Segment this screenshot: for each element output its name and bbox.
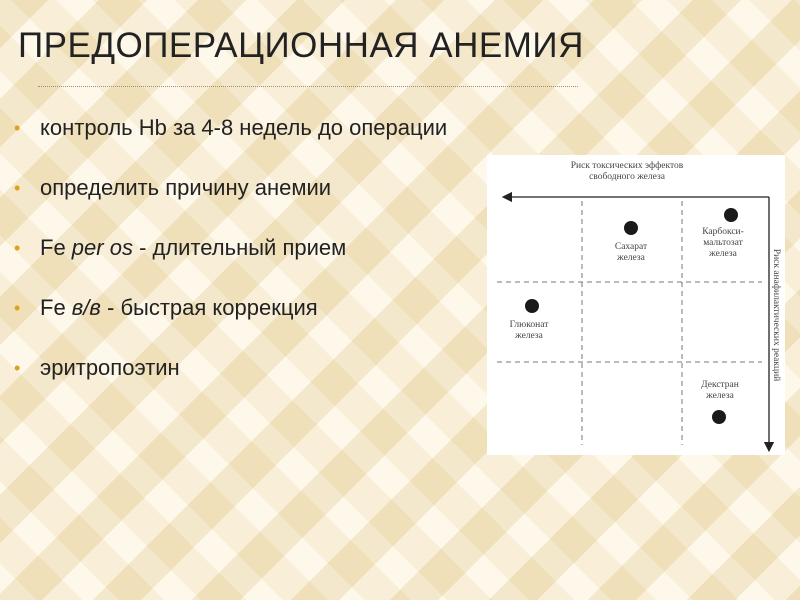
bullet-text: - длительный прием (132, 235, 347, 260)
bullet-text: - быстрая коррекция (100, 295, 318, 320)
y-axis-label: Риск анафилактических реакций (771, 248, 781, 382)
bullet-list (14, 98, 447, 398)
data-point-iron-dextran (712, 410, 726, 424)
bullet-item (14, 218, 447, 278)
bullet-item (14, 98, 447, 158)
bullet-dot-icon: • (14, 177, 21, 198)
data-point-iron-gluconate (525, 299, 539, 313)
point-label: Декстран (701, 380, 739, 390)
point-label: Глюконат (509, 320, 549, 330)
bullet-dot-icon: • (14, 357, 21, 378)
data-point-iron-carboxymaltose (724, 208, 738, 222)
title-divider (38, 86, 578, 87)
bullet-item (14, 338, 447, 398)
point-label: железа (709, 249, 737, 259)
bullet-text: контроль Hb за 4-8 недель до операции (40, 115, 448, 140)
point-label: Карбокси- (702, 227, 744, 237)
bullet-item (14, 278, 447, 338)
x-axis-label-line1: Риск токсических эффектов (570, 161, 684, 171)
bullet-dot-icon: • (14, 297, 21, 318)
bullet-item (14, 158, 447, 218)
point-label: мальтозат (703, 238, 743, 248)
diagram-svg (487, 155, 785, 455)
bullet-dot-icon: • (14, 237, 21, 258)
bullet-text-italic: per os (71, 235, 133, 260)
point-label: железа (706, 391, 734, 401)
bullet-dot-icon: • (14, 117, 21, 138)
point-label: железа (617, 253, 645, 263)
bullet-text: эритропоэтин (40, 355, 180, 380)
bullet-text: определить причину анемии (40, 175, 332, 200)
iron-risk-diagram (487, 155, 785, 455)
bullet-text: Fe (40, 295, 72, 320)
point-label: железа (515, 331, 543, 341)
point-label: Сахарат (614, 242, 648, 252)
x-axis-label-line2: свободного железа (589, 172, 665, 182)
data-point-iron-sucrose (624, 221, 638, 235)
bullet-text-italic: в/в (71, 295, 101, 320)
slide-title: ПРЕДОПЕРАЦИОННАЯ АНЕМИЯ (18, 26, 584, 65)
bullet-text: Fe (40, 235, 72, 260)
